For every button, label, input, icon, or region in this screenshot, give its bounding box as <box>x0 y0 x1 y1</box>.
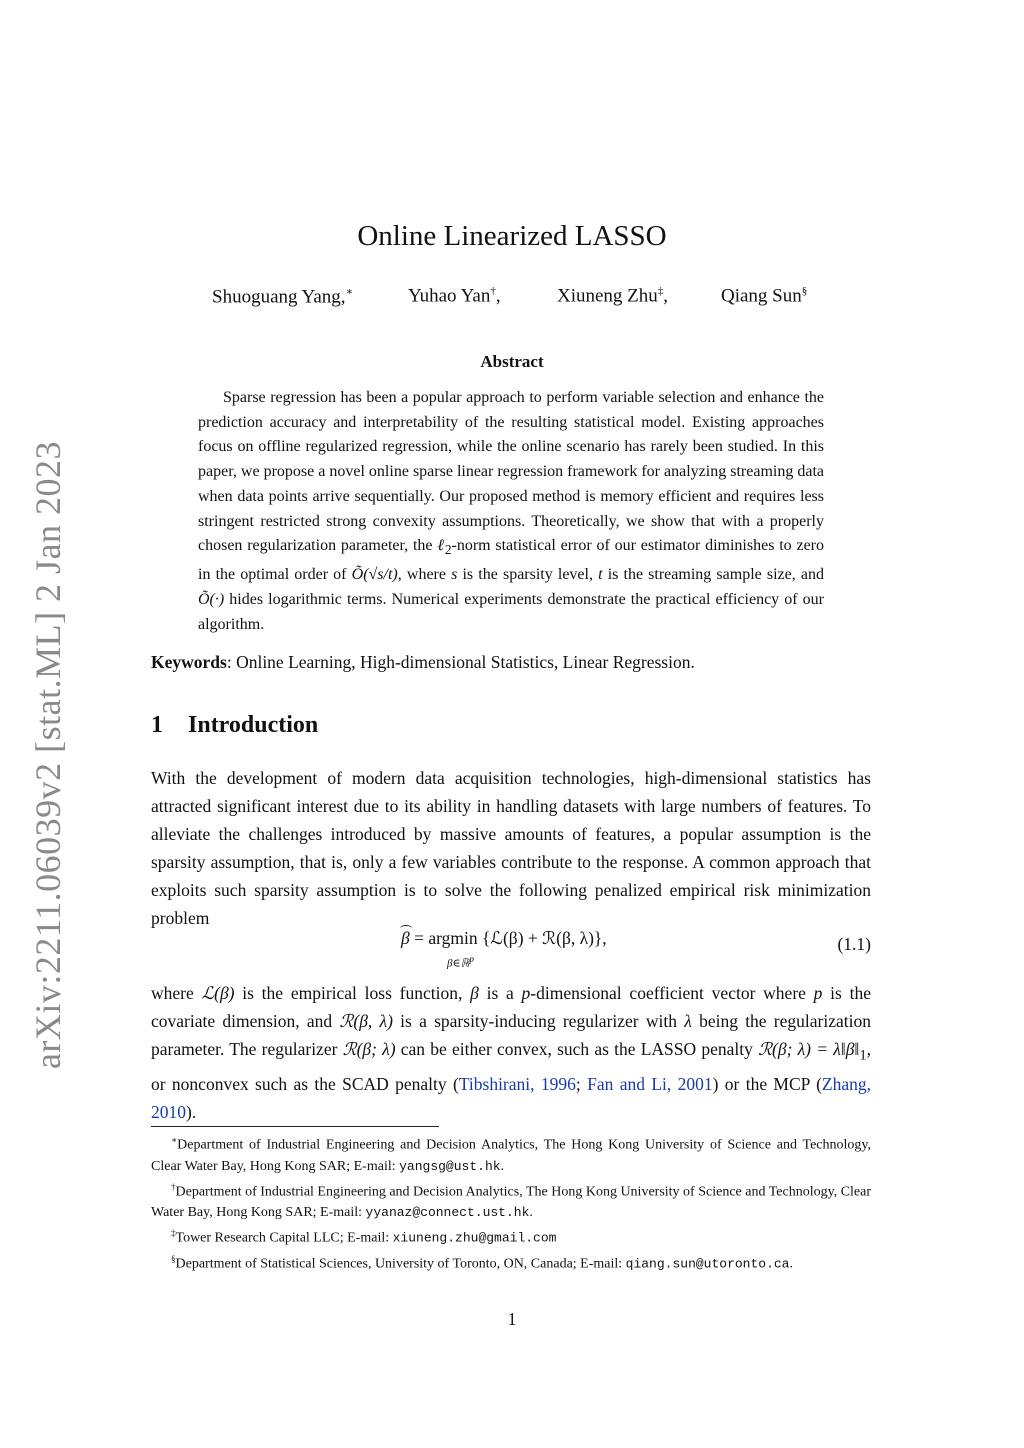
equation-subscript: β∈ℝ$^p$ <box>447 954 474 970</box>
abstract-text: Sparse regression has been a popular approach to perform variable selection and enhance the prediction accuracy and interpretability of the resulting statistical model. Existing approaches focus on offline regularized regression, while the online scenario has rarely been studied. In this paper, we propose a novel online sparse linear regression framework for analyzing streaming data when data points arrive sequentially. Our proposed method is memory efficient and requires less stringent restricted strong convexity assumptions. Theoretically, we show that with a properly chosen regularization parameter, the ℓ$_2$-norm statistical error of our estimator diminishes to zero in the optimal order of Õ(√s/t), where s is the sparsity level, t is the streaming sample size, and Õ(·) hides logarithmic terms. Numerical experiments demonstrate the practical efficiency of our algorithm. <box>198 389 825 633</box>
keywords: Keywords: Online Learning, High-dimensional Statistics, Linear Regression. <box>151 652 695 672</box>
arxiv-id: arXiv:2211.06039v2 [stat.ML] 2 Jan 2023 <box>28 440 68 1070</box>
abstract-heading: Abstract <box>480 352 544 371</box>
author: Shuoguang Yang,∗ <box>212 286 354 308</box>
equation-number: (1.1) <box>837 934 871 954</box>
footnotes <box>151 1130 871 1275</box>
intro-paragraph-2: where ℒ(β) is the empirical loss function, β is a p-dimensional coefficient vector where p is the covariate dimension, and ℛ(β, λ) is a sparsity-inducing regularizer with λ being the regularization parameter. The regularizer ℛ(β; λ) can be either convex, such as the LASSO penalty ℛ(β; $\lambda) = \lambda‖\beta‖_1$, or nonconvex such as the SCAD penalty (Tibshirani, 1996; Fan and Li, 2001) or the MCP (Zhang, 2010). <box>151 983 872 1122</box>
footnote: ‡Tower Research Capital LLC; E-mail: xiuneng.zhu@gmail.com <box>171 1228 557 1246</box>
paper-title: Online Linearized LASSO <box>357 220 667 252</box>
email-address: xiuneng.zhu@gmail.com <box>392 1230 557 1246</box>
citation-link[interactable]: Tibshirani, 1996 <box>458 1073 576 1094</box>
citation-link[interactable]: Zhang, 2010 <box>151 1073 872 1122</box>
equation-body: β = argmin {ℒ(β) + ℛ(β, λ)}, <box>401 928 607 948</box>
intro-paragraph-1: With the development of modern data acquisition technologies, high-dimensional statistics has attracted significant interest due to its ability in handling datasets with large numbers of features. To alleviate the challenges introduced by massive amounts of features, a popular assumption is the sparsity assumption, that is, only a few variables contribute to the response. A common approach that exploits such sparsity assumption is to solve the following penalized empirical risk minimization problem <box>151 768 871 928</box>
email-address: yangsg@ust.hk <box>399 1158 501 1174</box>
footnote: ∗Department of Industrial Engineering and Decision Analytics, The Hong Kong University of Science and Technology, Clear Water Bay, Hong Kong SAR; E-mail: yangsg@ust.hk. <box>151 1135 871 1174</box>
author: Xiuneng Zhu‡, <box>557 285 669 307</box>
section-heading: 1 Introduction <box>151 712 319 738</box>
email-address: yyanaz@connect.ust.hk <box>365 1205 530 1221</box>
equation-1-1 <box>151 928 871 974</box>
email-address: qiang.sun@utoronto.ca <box>625 1256 790 1272</box>
arxiv-sidebar-stamp <box>18 440 78 1070</box>
footnote-rule <box>151 1126 439 1127</box>
footnote: §Department of Statistical Sciences, University of Toronto, ON, Canada; E-mail: qiang.sun@utoronto.ca. <box>171 1253 793 1272</box>
footnote: †Department of Industrial Engineering and Decision Analytics, The Hong Kong University of Science and Technology, Clear Water Bay, Hong Kong SAR; E-mail: yyanaz@connect.ust.hk. <box>151 1181 872 1221</box>
author: Qiang Sun§ <box>721 285 808 307</box>
citation-link[interactable]: Fan and Li, 2001 <box>587 1073 713 1094</box>
page-number: 1 <box>507 1309 517 1329</box>
author: Yuhao Yan†, <box>408 285 501 307</box>
author-list <box>150 285 874 315</box>
